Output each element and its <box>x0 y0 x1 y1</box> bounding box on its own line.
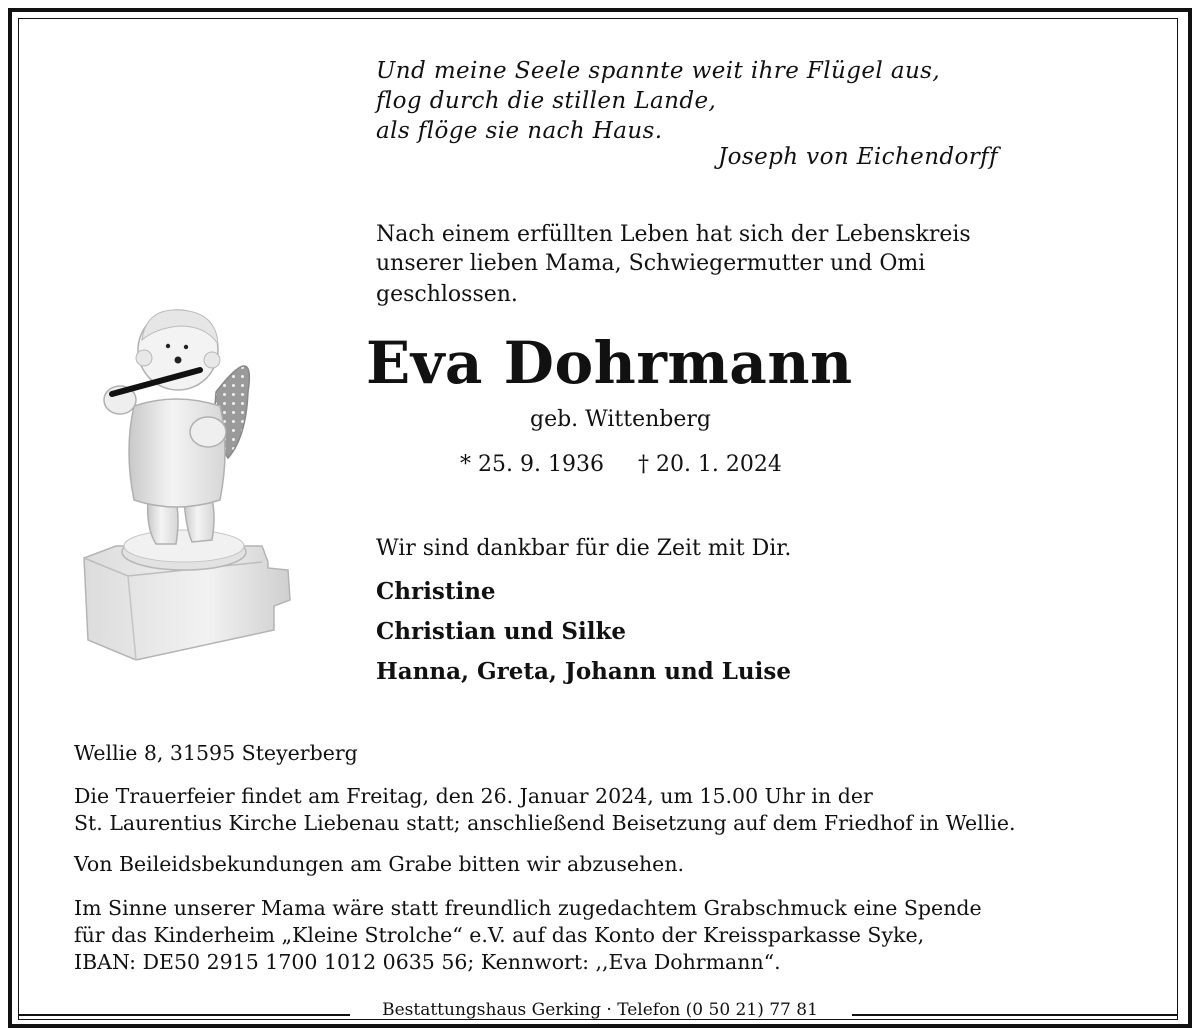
ceremony-info <box>74 783 1015 837</box>
ceremony-line: Die Trauerfeier findet am Freitag, den 26. Januar 2024, um 15.00 Uhr in der <box>74 784 873 808</box>
poem-line: als flöge sie nach Haus. <box>376 118 663 144</box>
family-member: Hanna, Greta, Johann und Luise <box>376 658 791 685</box>
donation-line: IBAN: DE50 2915 1700 1012 0635 56; Kennwort: ,,Eva Dohrmann“. <box>74 950 781 974</box>
death-date: † 20. 1. 2024 <box>637 452 782 477</box>
intro-line: unserer lieben Mama, Schwiegermutter und Omi <box>376 251 926 276</box>
intro-line: Nach einem erfüllten Leben hat sich der Lebenskreis <box>376 222 971 247</box>
address: Wellie 8, 31595 Steyerberg <box>74 741 358 765</box>
funeral-home-footer: Bestattungshaus Gerking · Telefon (0 50 21) 77 81 <box>382 1000 818 1020</box>
poem-author: Joseph von Eichendorff <box>718 144 998 170</box>
donation-info <box>74 895 982 976</box>
ceremony-line: St. Laurentius Kirche Liebenau statt; anschließend Beisetzung auf dem Friedhof in Wellie. <box>74 811 1016 835</box>
angel-figurine-icon <box>76 300 298 670</box>
maiden-name: geb. Wittenberg <box>530 407 712 432</box>
poem-line: flog durch die stillen Lande, <box>376 88 717 114</box>
life-dates <box>460 452 782 477</box>
donation-line: für das Kinderheim „Kleine Strolche“ e.V. auf das Konto der Kreissparkasse Syke, <box>74 923 925 947</box>
donation-line: Im Sinne unserer Mama wäre statt freundlich zugedachtem Grabschmuck eine Spende <box>74 896 982 920</box>
poem-line: Und meine Seele spannte weit ihre Flügel aus, <box>376 58 941 84</box>
poem <box>376 56 940 146</box>
family-member: Christine <box>376 578 496 605</box>
family-list <box>376 572 791 692</box>
deceased-name: Eva Dohrmann <box>366 329 853 397</box>
family-member: Christian und Silke <box>376 618 627 645</box>
birth-date: * 25. 9. 1936 <box>460 452 604 477</box>
condolence-note: Von Beileidsbekundungen am Grabe bitten wir abzusehen. <box>74 852 685 876</box>
intro-text <box>376 220 971 309</box>
thanks-text: Wir sind dankbar für die Zeit mit Dir. <box>376 536 792 561</box>
intro-line: geschlossen. <box>376 282 518 307</box>
